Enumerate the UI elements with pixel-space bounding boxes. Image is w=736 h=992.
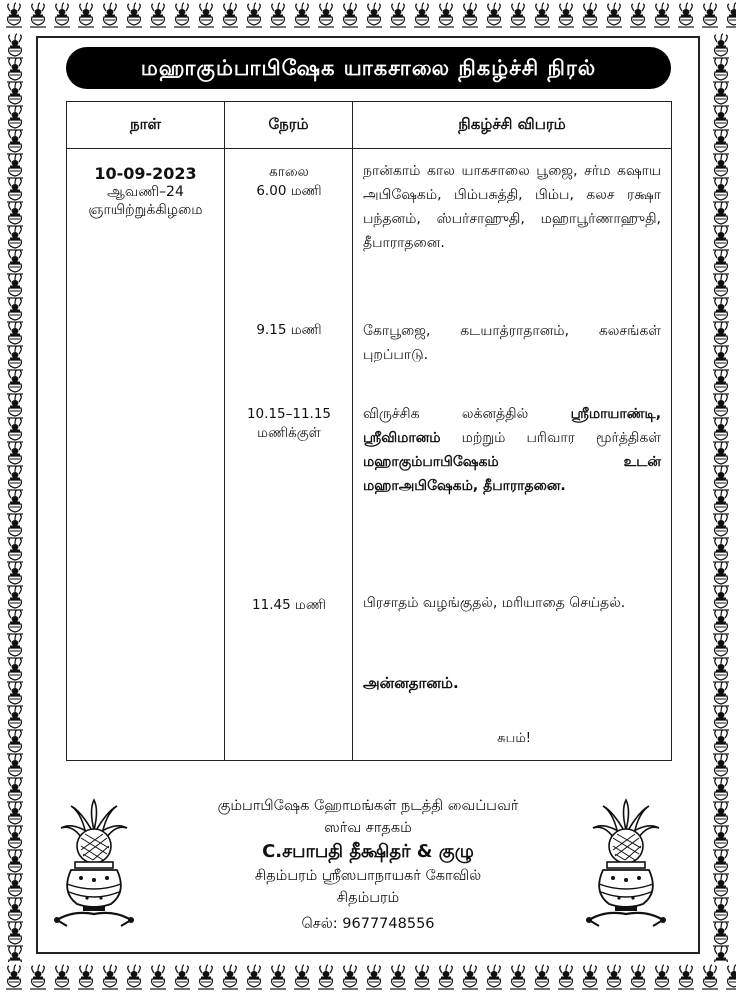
- kalasam-border-icon: [713, 202, 729, 226]
- tamil-month-date: ஆவணி–24: [107, 184, 184, 200]
- details-cell: [353, 149, 672, 761]
- kalasam-border-icon: [414, 3, 430, 27]
- kalasam-border-icon: [486, 965, 502, 989]
- kalasam-border-icon: [342, 3, 358, 27]
- kalasam-border-icon: [294, 965, 310, 989]
- event-detail-3-bold-1: ஸ்ரீமாயாண்டி, ஸ்ரீவிமானம்: [363, 406, 662, 446]
- annadhanam-label: அன்னதானம்.: [363, 674, 459, 692]
- kalasam-border-icon: [7, 658, 23, 682]
- header-time: நேரம்: [225, 102, 353, 149]
- kalasam-border-icon: [713, 58, 729, 82]
- time-slot-4-line1: 11.45 மணி: [252, 597, 326, 613]
- time-slot-3: [225, 405, 353, 443]
- footer-line-1: கும்பாபிஷேக ஹோமங்கள் நடத்தி வைப்பவர்: [217, 798, 519, 814]
- page-title: மஹாகும்பாபிஷேக யாகசாலை நிகழ்ச்சி நிரல்: [66, 47, 671, 89]
- date-cell: [67, 149, 225, 761]
- kalasam-border-icon: [6, 965, 22, 989]
- kalasam-border-icon: [7, 730, 23, 754]
- kalasam-border-icon: [7, 130, 23, 154]
- kalasam-border-icon: [7, 562, 23, 586]
- kalasam-border-icon: [7, 538, 23, 562]
- kalasam-border-icon: [713, 346, 729, 370]
- kalasam-border-icon: [702, 965, 718, 989]
- kalasam-border-icon: [7, 58, 23, 82]
- kalasam-border-icon: [7, 634, 23, 658]
- kalasam-border-icon: [7, 154, 23, 178]
- kalasam-border-icon: [713, 226, 729, 250]
- kalasam-icon: [53, 796, 135, 931]
- kalasam-border-icon: [7, 250, 23, 274]
- kalasam-border-icon: [7, 610, 23, 634]
- right-border: [706, 30, 736, 962]
- kalasam-border-icon: [713, 562, 729, 586]
- left-border: [0, 30, 30, 962]
- event-detail-4: பிரசாதம் வழங்குதல், மரியாதை செய்தல்.: [363, 595, 626, 611]
- subham-label: சுபம்!: [497, 731, 531, 746]
- kalasam-border-icon: [54, 965, 70, 989]
- kalasam-border-icon: [582, 965, 598, 989]
- kalasam-border-icon: [7, 898, 23, 922]
- kalasam-border-icon: [713, 490, 729, 514]
- kalasam-border-icon: [246, 3, 262, 27]
- kalasam-border-icon: [198, 3, 214, 27]
- kalasam-border-icon: [7, 34, 23, 58]
- kalasam-border-icon: [7, 754, 23, 778]
- kalasam-border-icon: [7, 514, 23, 538]
- kalasam-border-icon: [7, 706, 23, 730]
- header-details: நிகழ்ச்சி விபரம்: [353, 102, 672, 149]
- kalasam-border-icon: [606, 965, 622, 989]
- kalasam-border-icon: [174, 3, 190, 27]
- kalasam-border-icon: [126, 3, 142, 27]
- kalasam-border-icon: [438, 965, 454, 989]
- kalasam-border-icon: [78, 3, 94, 27]
- kalasam-border-icon: [558, 965, 574, 989]
- kalasam-border-icon: [713, 514, 729, 538]
- kalasam-border-icon: [7, 370, 23, 394]
- kalasam-border-icon: [7, 394, 23, 418]
- kalasam-border-icon: [7, 298, 23, 322]
- kalasam-border-icon: [7, 826, 23, 850]
- event-detail-3-plain-2: மற்றும் பரிவார மூர்த்திகள்: [461, 430, 661, 446]
- kalasam-icon: [585, 796, 667, 931]
- event-detail-1: நான்காம் கால யாகசாலை பூஜை, சர்ம கஷாய அபிஷேகம், பிம்பசுத்தி, பிம்ப, கலச ரக்ஷா பந்தனம், ஸ்பர்சாஹுதி, மஹாபூர்ணாஹுதி, தீபாராதனை.: [363, 163, 661, 251]
- kalasam-border-icon: [534, 3, 550, 27]
- kalasam-border-icon: [713, 898, 729, 922]
- time-slot-4: [225, 596, 353, 615]
- kalasam-border-icon: [150, 965, 166, 989]
- footer-credits: [170, 795, 566, 935]
- kalasam-border-icon: [713, 802, 729, 826]
- event-detail-3: [363, 402, 661, 498]
- kalasam-border-icon: [318, 965, 334, 989]
- time-slot-2-line1: 9.15 மணி: [256, 322, 322, 338]
- kalasam-border-icon: [713, 826, 729, 850]
- kalasam-border-icon: [7, 946, 23, 962]
- kalasam-border-icon: [7, 322, 23, 346]
- kalasam-border-icon: [486, 3, 502, 27]
- kalasam-border-icon: [713, 418, 729, 442]
- kalasam-border-icon: [534, 965, 550, 989]
- kalasam-border-icon: [713, 274, 729, 298]
- table-row: [67, 149, 672, 761]
- kalasam-border-icon: [713, 106, 729, 130]
- kalasam-border-icon: [318, 3, 334, 27]
- kalasam-border-icon: [7, 346, 23, 370]
- kalasam-border-icon: [7, 490, 23, 514]
- event-date: 10-09-2023: [94, 164, 197, 183]
- kalasam-border-icon: [7, 778, 23, 802]
- kalasam-border-icon: [7, 178, 23, 202]
- kalasam-border-icon: [462, 965, 478, 989]
- header-date: நாள்: [67, 102, 225, 149]
- kalasam-border-icon: [713, 682, 729, 706]
- kalasam-border-icon: [713, 706, 729, 730]
- kalasam-border-icon: [150, 3, 166, 27]
- footer-phone: செல்: 9677748556: [301, 916, 435, 932]
- kalasam-border-icon: [7, 466, 23, 490]
- kalasam-border-icon: [713, 322, 729, 346]
- kalasam-border-icon: [606, 3, 622, 27]
- kalasam-border-icon: [54, 3, 70, 27]
- footer-priest-name: C.சபாபதி தீக்ஷிதர் & குழு: [262, 841, 474, 862]
- kalasam-border-icon: [390, 965, 406, 989]
- kalasam-border-icon: [366, 965, 382, 989]
- kalasam-border-icon: [713, 634, 729, 658]
- kalasam-border-icon: [222, 965, 238, 989]
- kalasam-border-icon: [390, 3, 406, 27]
- kalasam-border-icon: [702, 3, 718, 27]
- kalasam-border-icon: [713, 250, 729, 274]
- kalasam-border-icon: [713, 730, 729, 754]
- kalasam-border-icon: [7, 82, 23, 106]
- weekday: ஞாயிற்றுக்கிழமை: [88, 202, 203, 218]
- kalasam-border-icon: [630, 3, 646, 27]
- kalasam-border-icon: [654, 3, 670, 27]
- kalasam-border-icon: [713, 466, 729, 490]
- kalasam-border-icon: [678, 3, 694, 27]
- kalasam-border-icon: [713, 394, 729, 418]
- kalasam-border-icon: [7, 274, 23, 298]
- kalasam-border-icon: [7, 442, 23, 466]
- event-detail-3-intro: விருச்சிக லக்னத்தில்: [363, 406, 529, 422]
- kalasam-border-icon: [713, 874, 729, 898]
- event-detail-2: கோபூஜை, கடயாத்ராதானம், கலசங்கள் புறப்பாடு.: [363, 323, 661, 363]
- kalasam-border-icon: [222, 3, 238, 27]
- kalasam-border-icon: [174, 965, 190, 989]
- kalasam-border-icon: [6, 3, 22, 27]
- footer-line-2: ஸர்வ சாதகம்: [324, 820, 412, 836]
- top-border: [0, 0, 736, 30]
- kalasam-border-icon: [366, 3, 382, 27]
- kalasam-border-icon: [510, 3, 526, 27]
- kalasam-border-icon: [7, 202, 23, 226]
- bottom-border: [0, 962, 736, 992]
- kalasam-border-icon: [7, 586, 23, 610]
- kalasam-border-icon: [713, 130, 729, 154]
- kalasam-border-icon: [7, 682, 23, 706]
- kalasam-border-icon: [30, 3, 46, 27]
- kalasam-border-icon: [30, 965, 46, 989]
- kalasam-border-icon: [102, 3, 118, 27]
- kalasam-border-icon: [713, 946, 729, 962]
- kalasam-border-icon: [713, 658, 729, 682]
- kalasam-border-icon: [713, 610, 729, 634]
- kalasam-border-icon: [7, 850, 23, 874]
- kalasam-border-icon: [342, 965, 358, 989]
- kalasam-border-icon: [713, 178, 729, 202]
- kalasam-border-icon: [630, 965, 646, 989]
- kalasam-border-icon: [726, 3, 736, 27]
- table-header-row: [67, 102, 672, 149]
- kalasam-border-icon: [713, 34, 729, 58]
- kalasam-border-icon: [713, 82, 729, 106]
- kalasam-border-icon: [7, 874, 23, 898]
- time-slot-1: [225, 163, 353, 201]
- schedule-table: [66, 101, 672, 761]
- kalasam-border-icon: [270, 965, 286, 989]
- kalasam-border-icon: [713, 778, 729, 802]
- kalasam-border-icon: [713, 370, 729, 394]
- kalasam-border-icon: [7, 802, 23, 826]
- time-cell: [225, 149, 353, 761]
- kalasam-border-icon: [713, 754, 729, 778]
- kalasam-border-icon: [7, 226, 23, 250]
- kalasam-border-icon: [713, 154, 729, 178]
- kalasam-border-icon: [438, 3, 454, 27]
- kalasam-border-icon: [126, 965, 142, 989]
- kalasam-border-icon: [713, 538, 729, 562]
- kalasam-border-icon: [7, 106, 23, 130]
- kalasam-border-icon: [654, 965, 670, 989]
- kalasam-border-icon: [270, 3, 286, 27]
- kalasam-border-icon: [7, 922, 23, 946]
- kalasam-border-icon: [78, 965, 94, 989]
- time-slot-3-line1: 10.15–11.15: [246, 406, 332, 422]
- time-slot-1-line1: காலை: [269, 164, 309, 180]
- kalasam-border-icon: [510, 965, 526, 989]
- time-slot-3-line2: மணிக்குள்: [257, 425, 321, 441]
- event-detail-3-bold-2: மஹாகும்பாபிஷேகம் உடன் மஹாஅபிஷேகம், தீபாராதனை.: [363, 454, 661, 494]
- kalasam-border-icon: [7, 418, 23, 442]
- footer-city: சிதம்பரம்: [336, 890, 400, 906]
- kalasam-border-icon: [713, 442, 729, 466]
- kalasam-border-icon: [462, 3, 478, 27]
- kalasam-border-icon: [246, 965, 262, 989]
- kalasam-border-icon: [558, 3, 574, 27]
- kalasam-border-icon: [713, 850, 729, 874]
- kalasam-border-icon: [198, 965, 214, 989]
- kalasam-border-icon: [414, 965, 430, 989]
- kalasam-border-icon: [713, 298, 729, 322]
- kalasam-border-icon: [102, 965, 118, 989]
- kalasam-border-icon: [294, 3, 310, 27]
- kalasam-border-icon: [582, 3, 598, 27]
- time-slot-2: [225, 321, 353, 340]
- kalasam-border-icon: [726, 965, 736, 989]
- kalasam-border-icon: [713, 586, 729, 610]
- kalasam-border-icon: [678, 965, 694, 989]
- time-slot-1-line2: 6.00 மணி: [256, 183, 322, 199]
- kalasam-border-icon: [713, 922, 729, 946]
- footer-temple: சிதம்பரம் ஸ்ரீஸபாநாயகர் கோவில்: [254, 868, 482, 884]
